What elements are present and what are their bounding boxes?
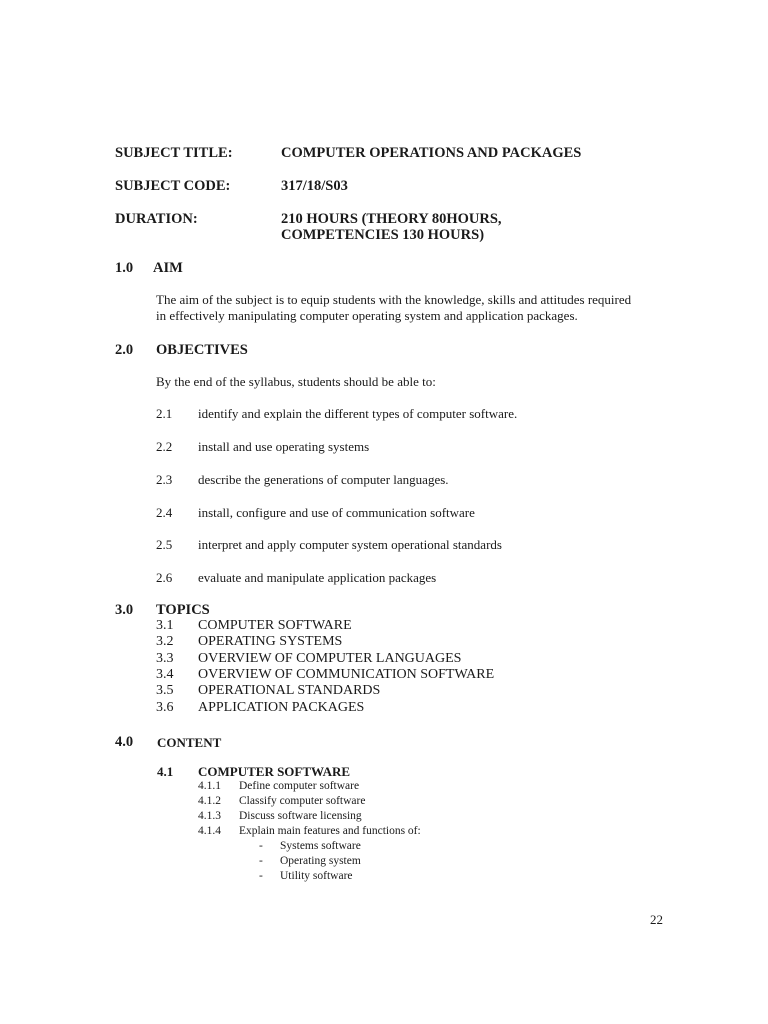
topic-number: 3.6: [156, 700, 174, 715]
bullet-text: Systems software: [280, 840, 361, 852]
bullet-dash: -: [259, 855, 263, 867]
content-sub-heading: COMPUTER SOFTWARE: [198, 764, 351, 779]
objective-text: install, configure and use of communication software: [198, 505, 475, 520]
topic-number: 3.5: [156, 683, 174, 698]
topic-text: COMPUTER SOFTWARE: [198, 618, 352, 633]
topic-text: OVERVIEW OF COMPUTER LANGUAGES: [198, 651, 462, 666]
objective-text: identify and explain the different types of computer software.: [198, 406, 518, 421]
objective-number: 2.1: [156, 406, 173, 421]
objectives-number: 2.0: [115, 342, 134, 358]
aim-heading: AIM: [153, 260, 183, 276]
bullet-dash: -: [259, 870, 263, 882]
content-item-text: Define computer software: [239, 780, 360, 792]
topic-text: APPLICATION PACKAGES: [198, 700, 365, 715]
subject-title-value: COMPUTER OPERATIONS AND PACKAGES: [281, 145, 582, 161]
topic-number: 3.4: [156, 667, 174, 682]
page-number: 22: [650, 912, 663, 927]
topic-number: 3.1: [156, 618, 174, 633]
aim-text-line2: in effectively manipulating computer operating system and application packages.: [156, 308, 578, 323]
duration-value-line2: COMPETENCIES 130 HOURS): [281, 227, 485, 243]
topic-number: 3.3: [156, 651, 174, 666]
bullet-text: Utility software: [280, 870, 353, 882]
aim-number: 1.0: [115, 260, 134, 276]
topic-text: OPERATIONAL STANDARDS: [198, 683, 381, 698]
objective-number: 2.4: [156, 505, 173, 520]
aim-text-line1: The aim of the subject is to equip students with the knowledge, skills and attitudes required: [156, 292, 632, 307]
objective-text: describe the generations of computer languages.: [198, 472, 449, 487]
topic-text: OVERVIEW OF COMMUNICATION SOFTWARE: [198, 667, 495, 682]
objective-number: 2.6: [156, 570, 173, 585]
objectives-intro: By the end of the syllabus, students should be able to:: [156, 374, 436, 389]
content-item-number: 4.1.4: [198, 825, 221, 837]
content-heading: CONTENT: [157, 735, 222, 750]
content-number: 4.0: [115, 734, 134, 750]
topics-number: 3.0: [115, 602, 134, 618]
topic-number: 3.2: [156, 634, 174, 649]
content-item-text: Discuss software licensing: [239, 810, 362, 822]
bullet-text: Operating system: [280, 855, 361, 867]
subject-code-label: SUBJECT CODE:: [115, 178, 231, 194]
duration-label: DURATION:: [115, 211, 198, 227]
objective-number: 2.2: [156, 439, 173, 454]
content-item-text: Classify computer software: [239, 795, 366, 807]
bullet-dash: -: [259, 840, 263, 852]
objective-number: 2.3: [156, 472, 173, 487]
content-sub-number: 4.1: [157, 764, 174, 779]
objectives-heading: OBJECTIVES: [156, 342, 248, 358]
content-item-number: 4.1.2: [198, 795, 221, 807]
objective-text: install and use operating systems: [198, 439, 370, 454]
content-item-text: Explain main features and functions of:: [239, 825, 421, 837]
content-item-number: 4.1.3: [198, 810, 221, 822]
topics-heading: TOPICS: [156, 602, 210, 618]
content-item-number: 4.1.1: [198, 780, 221, 792]
objective-text: evaluate and manipulate application packages: [198, 570, 437, 585]
topic-text: OPERATING SYSTEMS: [198, 634, 343, 649]
subject-code-value: 317/18/S03: [281, 178, 348, 194]
subject-title-label: SUBJECT TITLE:: [115, 145, 233, 161]
duration-value-line1: 210 HOURS (THEORY 80HOURS,: [281, 211, 502, 227]
objective-number: 2.5: [156, 537, 173, 552]
objective-text: interpret and apply computer system operational standards: [198, 537, 502, 552]
